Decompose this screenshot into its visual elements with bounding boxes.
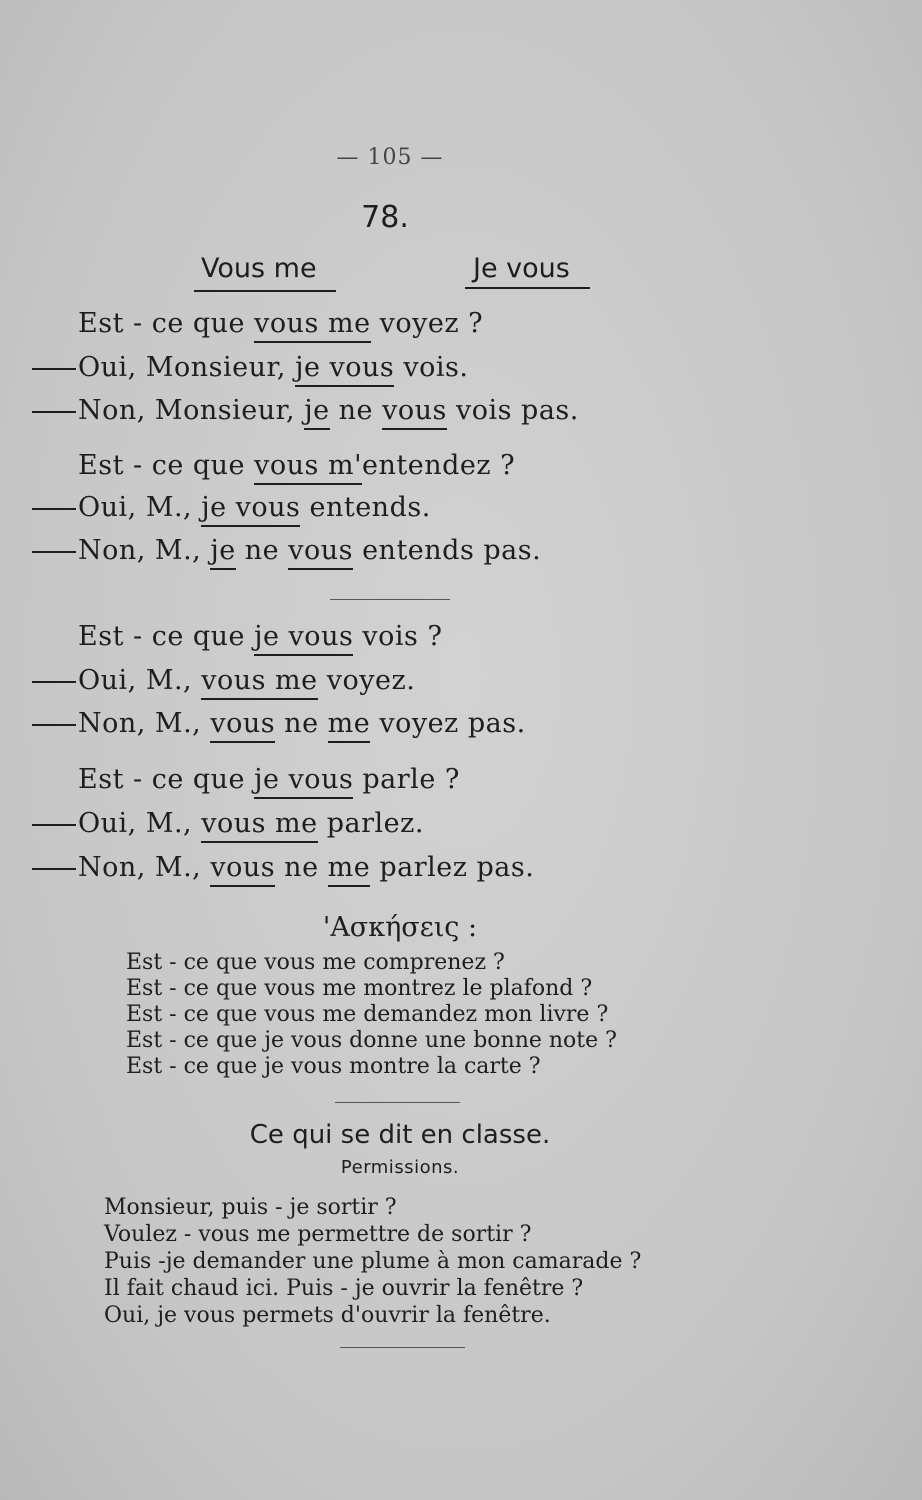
- line-text: Non, M.,: [78, 852, 211, 883]
- header-left-underline: [194, 290, 336, 292]
- question-line: [78, 621, 442, 652]
- line-text: Est - ce que: [78, 308, 255, 339]
- answer-line: [32, 492, 431, 523]
- underlined-pronoun: je: [210, 535, 235, 570]
- dash-mark: [32, 551, 76, 553]
- underlined-pronoun: vous: [288, 535, 353, 570]
- line-text: Est - ce que: [78, 450, 255, 481]
- line-text: parle ?: [353, 764, 460, 795]
- line-text: parlez.: [317, 808, 424, 839]
- line-text: ne: [329, 395, 383, 426]
- line-text: Non, Monsieur,: [78, 395, 305, 426]
- underlined-pronoun: vous: [210, 708, 275, 743]
- answer-line: [32, 352, 468, 383]
- underlined-pronoun: vous me: [201, 808, 317, 843]
- line-text: Est - ce que: [78, 621, 255, 652]
- line-text: vois pas.: [446, 395, 579, 426]
- dash-mark: [32, 508, 76, 510]
- header-right: Je vous: [473, 253, 570, 284]
- underlined-pronoun: je vous: [254, 621, 353, 656]
- classroom-phrase: Oui, je vous permets d'ouvrir la fenêtre.: [104, 1303, 551, 1328]
- dash-mark: [32, 681, 76, 683]
- classroom-phrase: Voulez - vous me permettre de sortir ?: [104, 1222, 532, 1247]
- dash-mark: [32, 368, 76, 370]
- exercise-item: Est - ce que vous me demandez mon livre ?: [126, 1002, 609, 1027]
- exercise-item: Est - ce que je vous donne une bonne note ?: [126, 1028, 617, 1053]
- line-text: entendez ?: [362, 450, 516, 481]
- underlined-pronoun: me: [328, 852, 371, 887]
- answer-line: [32, 665, 415, 696]
- line-text: ne: [275, 708, 328, 739]
- underlined-pronoun: vous me: [254, 308, 370, 343]
- classroom-phrase: Monsieur, puis - je sortir ?: [104, 1195, 397, 1220]
- underlined-pronoun: vous me: [201, 665, 317, 700]
- underlined-pronoun: vous: [210, 852, 275, 887]
- line-text: ne: [275, 852, 328, 883]
- line-text: Oui, M.,: [78, 492, 202, 523]
- classroom-subtitle: Permissions.: [340, 1157, 460, 1178]
- underlined-pronoun: vous m': [254, 450, 362, 485]
- exercise-item: Est - ce que vous me comprenez ?: [126, 950, 505, 975]
- underlined-pronoun: je vous: [254, 764, 353, 799]
- separator-1: [330, 599, 450, 600]
- exercises-heading: 'Ασκήσεις :: [322, 912, 478, 943]
- line-text: vois.: [394, 352, 469, 383]
- answer-line: [32, 708, 526, 739]
- underlined-pronoun: je vous: [295, 352, 394, 387]
- underlined-pronoun: je: [304, 395, 329, 430]
- line-text: vois ?: [353, 621, 443, 652]
- line-text: Oui, Monsieur,: [78, 352, 296, 383]
- answer-line: [32, 395, 579, 426]
- dash-mark: [32, 868, 76, 870]
- page-number: — 105 —: [336, 145, 444, 170]
- line-text: entends.: [300, 492, 431, 523]
- separator-3: [340, 1347, 465, 1348]
- exercise-item: Est - ce que vous me montrez le plafond ?: [126, 976, 593, 1001]
- question-line: [78, 450, 515, 481]
- separator-2: [335, 1102, 460, 1103]
- line-text: entends pas.: [353, 535, 542, 566]
- line-text: ne: [235, 535, 289, 566]
- classroom-phrase: Il fait chaud ici. Puis - je ouvrir la fenêtre ?: [104, 1276, 584, 1301]
- line-text: voyez pas.: [370, 708, 526, 739]
- dash-mark: [32, 724, 76, 726]
- line-text: Non, M.,: [78, 708, 211, 739]
- line-text: voyez.: [317, 665, 416, 696]
- answer-line: [32, 808, 424, 839]
- line-text: Non, M.,: [78, 535, 211, 566]
- line-text: Oui, M.,: [78, 665, 202, 696]
- classroom-title: Ce qui se dit en classe.: [249, 1120, 551, 1150]
- dash-mark: [32, 411, 76, 413]
- header-right-underline: [465, 287, 590, 289]
- line-text: Oui, M.,: [78, 808, 202, 839]
- question-line: [78, 764, 460, 795]
- classroom-phrase: Puis -je demander une plume à mon camarade ?: [104, 1249, 642, 1274]
- underlined-pronoun: je vous: [201, 492, 300, 527]
- line-text: Est - ce que: [78, 764, 255, 795]
- answer-line: [32, 852, 534, 883]
- question-line: [78, 308, 483, 339]
- dash-mark: [32, 824, 76, 826]
- lesson-number: 78.: [361, 200, 409, 235]
- line-text: voyez ?: [370, 308, 484, 339]
- underlined-pronoun: me: [328, 708, 371, 743]
- line-text: parlez pas.: [370, 852, 535, 883]
- exercise-item: Est - ce que je vous montre la carte ?: [126, 1054, 541, 1079]
- answer-line: [32, 535, 541, 566]
- underlined-pronoun: vous: [382, 395, 447, 430]
- header-left: Vous me: [201, 253, 317, 284]
